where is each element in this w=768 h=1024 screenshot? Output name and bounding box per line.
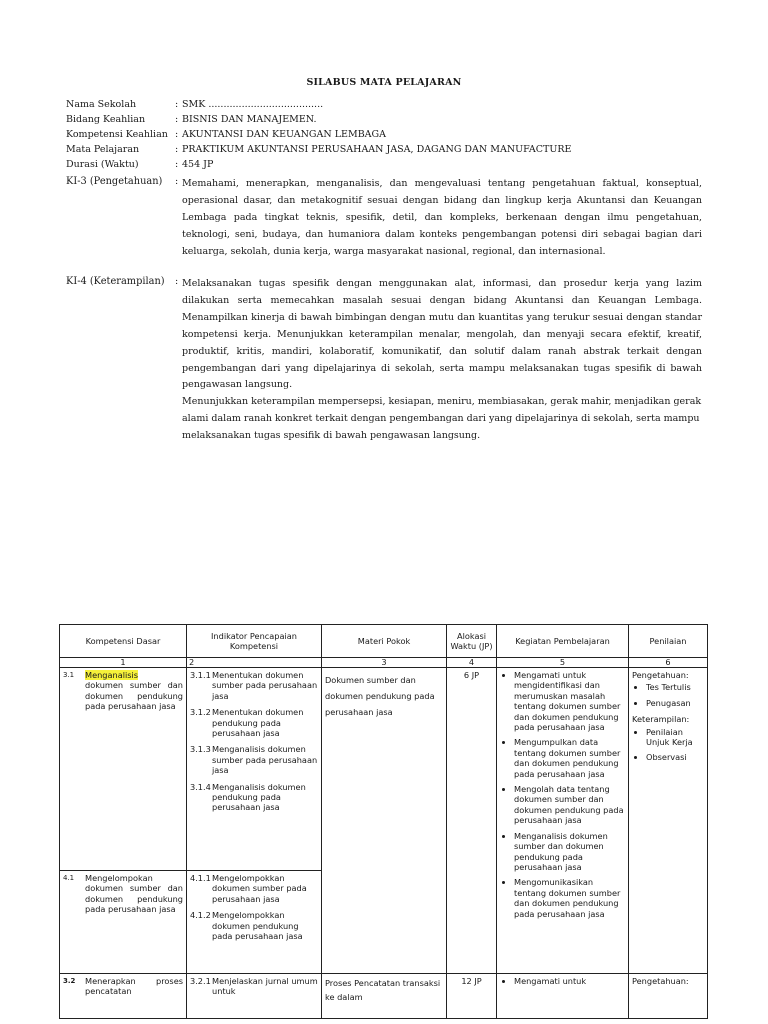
list-item: • Mengamati untuk mengidentifikasi dan merumuskan masalah tentang dokumen sumber dan dokumen pendukung pada perusahaan jasa — [514, 670, 625, 732]
syllabus-table — [59, 624, 708, 1019]
header-kegiatan: Kegiatan Pembelajaran — [497, 625, 629, 658]
ki4-label: KI-4 (Keterampilan) — [66, 276, 165, 287]
list-item: • Mengomunikasikan tentang dokumen sumber dan dokumen pendukung pada perusahaan jasa — [514, 877, 625, 919]
list-item: • Mengamati untuk — [514, 976, 625, 986]
header-kompetensi-dasar: Kompetensi Dasar — [60, 625, 187, 658]
table-row — [60, 974, 708, 1019]
list-item: • Penilaian Unjuk Kerja — [646, 727, 704, 748]
highlighted-text: Menganalisis — [85, 670, 139, 680]
indicator-cell: 3.1.1 Menentukan dokumen sumber pada perusahaan jasa 3.1.2 Menentukan dokumen pendukung pada perusahaan jasa 3.1.3 Menganalisis dokumen sumber pada perusahaan jasa 3.1.4 Menganalisis dokumen pendukung pada perusahaan jasa — [187, 668, 322, 871]
table-row — [60, 668, 708, 871]
kd-cell: 3.2 Menerapkan proses pencatatan — [60, 974, 187, 1019]
alokasi-cell: 12 JP — [447, 974, 497, 1019]
kegiatan-cell — [497, 974, 629, 1019]
kd-cell: 4.1 Mengelompokan dokumen sumber dan dokumen pendukung pada perusahaan jasa — [60, 871, 187, 974]
kd-cell: 3.1 Menganalisis dokumen sumber dan dokumen pendukung pada perusahaan jasa — [60, 668, 187, 871]
kegiatan-cell — [497, 668, 629, 974]
header-indikator: Indikator Pencapaian Kompetensi — [187, 625, 322, 658]
header-alokasi-waktu: Alokasi Waktu (JP) — [447, 625, 497, 658]
penilaian-cell: Pengetahuan: — [629, 974, 708, 1019]
indicator-cell: 3.2.1 Menjelaskan jurnal umum untuk — [187, 974, 322, 1019]
list-item: • Menganalisis dokumen sumber dan dokumen pendukung pada perusahaan jasa — [514, 831, 625, 873]
list-item: • Penugasan — [646, 698, 704, 708]
ki3-text: Memahami, menerapkan, menganalisis, dan mengevaluasi tentang pengetahuan faktual, konseptual, operasional dasar, dan metakognitif sesuai dengan bidang dan lingkup kerja Akuntansi dan Keuangan Lembaga pada tingkat teknis, spesifik, detil, dan kompleks, berkenaan dengan ilmu pengetahuan, teknologi, seni, budaya, dan humaniora dalam konteks pengembangan potensi diri sebagai bagian dari keluarga, sekolah, dunia kerja, warga masyarakat nasional, regional, dan internasional. — [182, 178, 702, 257]
column-number-row: 1 2 3 4 5 6 — [60, 658, 708, 668]
header-penilaian: Penilaian — [629, 625, 708, 658]
materi-cell: Dokumen sumber dan dokumen pendukung pada perusahaan jasa — [322, 668, 447, 974]
list-item: • Tes Tertulis — [646, 682, 704, 692]
list-item: • Mengolah data tentang dokumen sumber dan dokumen pendukung pada perusahaan jasa — [514, 784, 625, 826]
list-item: • Mengumpulkan data tentang dokumen sumber dan dokumen pendukung pada perusahaan jasa — [514, 737, 625, 779]
penilaian-cell: Pengetahuan: • Tes Tertulis • Penugasan Keterampilan: • Penilaian Unjuk Kerja • Observasi — [629, 668, 708, 974]
table-header-row — [60, 625, 708, 658]
materi-cell: Proses Pencatatan transaksi ke dalam — [322, 974, 447, 1019]
list-item: • Observasi — [646, 752, 704, 762]
alokasi-cell: 6 JP — [447, 668, 497, 974]
ki4-text: Melaksanakan tugas spesifik dengan menggunakan alat, informasi, dan prosedur kerja yang lazim dilakukan serta memecahkan masalah sesuai dengan bidang Akuntansi dan Keuangan Lembaga. Menampilkan kinerja di bawah bimbingan dengan mutu dan kuantitas yang terukur sesuai dengan standar kompetensi kerja. Menunjukkan keterampilan menalar, mengolah, dan menyaji secara efektif, kreatif, produktif, kritis, mandiri, kolaboratif, komunikatif, dan solutif dalam ranah abstrak terkait dengan pengembangan dari yang dipelajarinya di sekolah, serta mampu melaksanakan tugas spesifik di bawah pengawasan langsung. Menunjukkan keterampilan mempersepsi, kesiapan, meniru, membiasakan, gerak mahir, menjadikan gerak alami dalam ranah konkret terkait dengan pengembangan dari yang dipelajarinya di sekolah, serta mampu melaksanakan tugas spesifik di bawah pengawasan langsung. — [182, 278, 702, 442]
header-materi-pokok: Materi Pokok — [322, 625, 447, 658]
indicator-cell: 4.1.1 Mengelompokkan dokumen sumber pada perusahaan jasa 4.1.2 Mengelompokkan dokumen pendukung pada perusahaan jasa — [187, 871, 322, 974]
document-title: SILABUS MATA PELAJARAN — [306, 77, 462, 88]
ki3-label: KI-3 (Pengetahuan) — [66, 176, 163, 187]
